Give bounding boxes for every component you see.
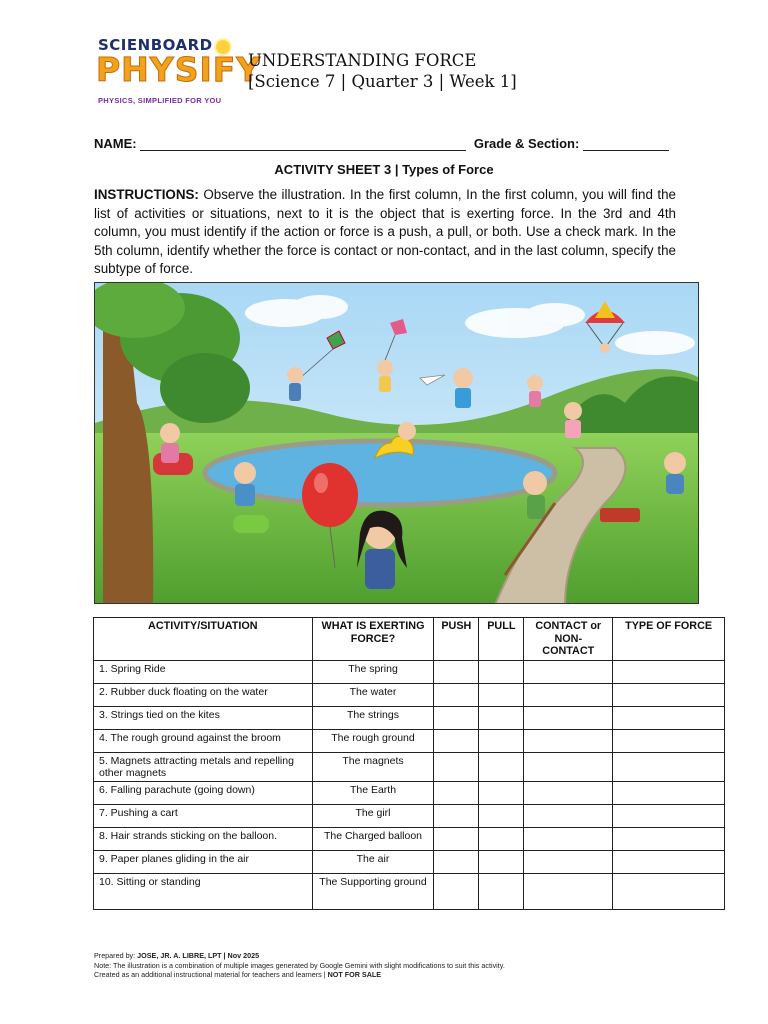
name-grade-line	[94, 136, 669, 151]
page-title: UNDERSTANDING FORCE	[248, 51, 477, 70]
contact-cell[interactable]	[524, 706, 613, 729]
activity-cell: 6. Falling parachute (going down)	[94, 781, 313, 804]
table-row	[94, 729, 725, 752]
prepared-by: JOSE, JR. A. LIBRE, LPT | Nov 2025	[137, 951, 260, 960]
exerting-force-cell: The Supporting ground	[312, 873, 434, 909]
pull-cell[interactable]	[479, 827, 524, 850]
col-header-type: TYPE OF FORCE	[613, 618, 725, 661]
activity-cell: 9. Paper planes gliding in the air	[94, 850, 313, 873]
grade-section-field[interactable]	[583, 138, 669, 151]
contact-cell[interactable]	[524, 873, 613, 909]
col-header-push: PUSH	[434, 618, 479, 661]
pull-cell[interactable]	[479, 660, 524, 683]
logo-tagline: PHYSICS, SIMPLIFIED FOR YOU	[98, 96, 222, 105]
activity-cell: 2. Rubber duck floating on the water	[94, 683, 313, 706]
activity-sheet-title: ACTIVITY SHEET 3 | Types of Force	[274, 162, 494, 177]
type-of-force-cell[interactable]	[613, 781, 725, 804]
exerting-force-cell: The Earth	[312, 781, 434, 804]
activity-cell: 10. Sitting or standing	[94, 873, 313, 909]
exerting-force-cell: The strings	[312, 706, 434, 729]
pull-cell[interactable]	[479, 804, 524, 827]
table-row	[94, 873, 725, 909]
exerting-force-cell: The spring	[312, 660, 434, 683]
instructions-text: Observe the illustration. In the first column, In the first column, you will find the list of activities or situations, next to it is the object that is exerting force. In the 3rd and 4th column, you must identify if the action or force is a push, a pull, or both. Use a check mark. In the 5th column, identify whether the force is contact or non-contact, and in the last column, specify the subtype of force.	[94, 187, 676, 277]
prepared-label: Prepared by:	[94, 951, 138, 960]
type-of-force-cell[interactable]	[613, 683, 725, 706]
pull-cell[interactable]	[479, 683, 524, 706]
push-cell[interactable]	[434, 850, 479, 873]
col-header-activity: ACTIVITY/SITUATION	[94, 618, 313, 661]
type-of-force-cell[interactable]	[613, 752, 725, 781]
type-of-force-cell[interactable]	[613, 827, 725, 850]
footer	[94, 951, 505, 980]
spring-rider	[233, 515, 269, 533]
contact-cell[interactable]	[524, 660, 613, 683]
type-of-force-cell[interactable]	[613, 706, 725, 729]
instructions-label: INSTRUCTIONS:	[94, 187, 199, 202]
push-cell[interactable]	[434, 660, 479, 683]
table-header-row	[94, 618, 725, 661]
pull-cell[interactable]	[479, 752, 524, 781]
table-row	[94, 850, 725, 873]
cart	[600, 508, 640, 522]
push-cell[interactable]	[434, 781, 479, 804]
activity-cell: 4. The rough ground against the broom	[94, 729, 313, 752]
exerting-force-cell: The air	[312, 850, 434, 873]
table-row	[94, 706, 725, 729]
exerting-force-cell: The magnets	[312, 752, 434, 781]
table-row	[94, 752, 725, 781]
contact-cell[interactable]	[524, 804, 613, 827]
footer-created: Created as an additional instructional material for teachers and learners |	[94, 970, 328, 979]
activity-cell: 8. Hair strands sticking on the balloon.	[94, 827, 313, 850]
activity-cell: 5. Magnets attracting metals and repelling other magnets	[94, 752, 313, 781]
footer-note: Note: The illustration is a combination of multiple images generated by Google Gemini with slight modifications to suit this activity.	[94, 960, 505, 970]
push-cell[interactable]	[434, 827, 479, 850]
exerting-force-cell: The rough ground	[312, 729, 434, 752]
push-cell[interactable]	[434, 752, 479, 781]
pull-cell[interactable]	[479, 729, 524, 752]
type-of-force-cell[interactable]	[613, 660, 725, 683]
not-for-sale: NOT FOR SALE	[327, 970, 382, 979]
title-block	[248, 50, 517, 92]
type-of-force-cell[interactable]	[613, 729, 725, 752]
activity-cell: 3. Strings tied on the kites	[94, 706, 313, 729]
logo-brand-top: SCIENBOARD	[98, 36, 213, 54]
contact-cell[interactable]	[524, 781, 613, 804]
pull-cell[interactable]	[479, 706, 524, 729]
contact-cell[interactable]	[524, 683, 613, 706]
activity-cell: 1. Spring Ride	[94, 660, 313, 683]
activity-cell: 7. Pushing a cart	[94, 804, 313, 827]
pull-cell[interactable]	[479, 873, 524, 909]
col-header-pull: PULL	[479, 618, 524, 661]
pull-cell[interactable]	[479, 781, 524, 804]
table-row	[94, 683, 725, 706]
instructions	[94, 186, 676, 279]
name-field[interactable]	[140, 138, 466, 151]
type-of-force-cell[interactable]	[613, 873, 725, 909]
col-header-exerting: WHAT IS EXERTING FORCE?	[312, 618, 434, 661]
col-header-contact: CONTACT or NON-CONTACT	[524, 618, 613, 661]
physify-logo	[96, 36, 262, 108]
push-cell[interactable]	[434, 706, 479, 729]
push-cell[interactable]	[434, 804, 479, 827]
contact-cell[interactable]	[524, 827, 613, 850]
exerting-force-cell: The girl	[312, 804, 434, 827]
exerting-force-cell: The water	[312, 683, 434, 706]
push-cell[interactable]	[434, 873, 479, 909]
contact-cell[interactable]	[524, 752, 613, 781]
name-label: NAME:	[94, 136, 137, 151]
pull-cell[interactable]	[479, 850, 524, 873]
table-row	[94, 660, 725, 683]
push-cell[interactable]	[434, 729, 479, 752]
push-cell[interactable]	[434, 683, 479, 706]
grade-section-label: Grade & Section:	[473, 136, 580, 151]
table-row	[94, 781, 725, 804]
contact-cell[interactable]	[524, 729, 613, 752]
activity-table	[93, 617, 725, 910]
type-of-force-cell[interactable]	[613, 850, 725, 873]
exerting-force-cell: The Charged balloon	[312, 827, 434, 850]
park-illustration	[94, 282, 699, 604]
type-of-force-cell[interactable]	[613, 804, 725, 827]
table-row	[94, 804, 725, 827]
table-row	[94, 827, 725, 850]
page-subtitle: [Science 7 | Quarter 3 | Week 1]	[248, 72, 517, 91]
contact-cell[interactable]	[524, 850, 613, 873]
logo-brand-main: PHYSIFY	[96, 50, 262, 89]
